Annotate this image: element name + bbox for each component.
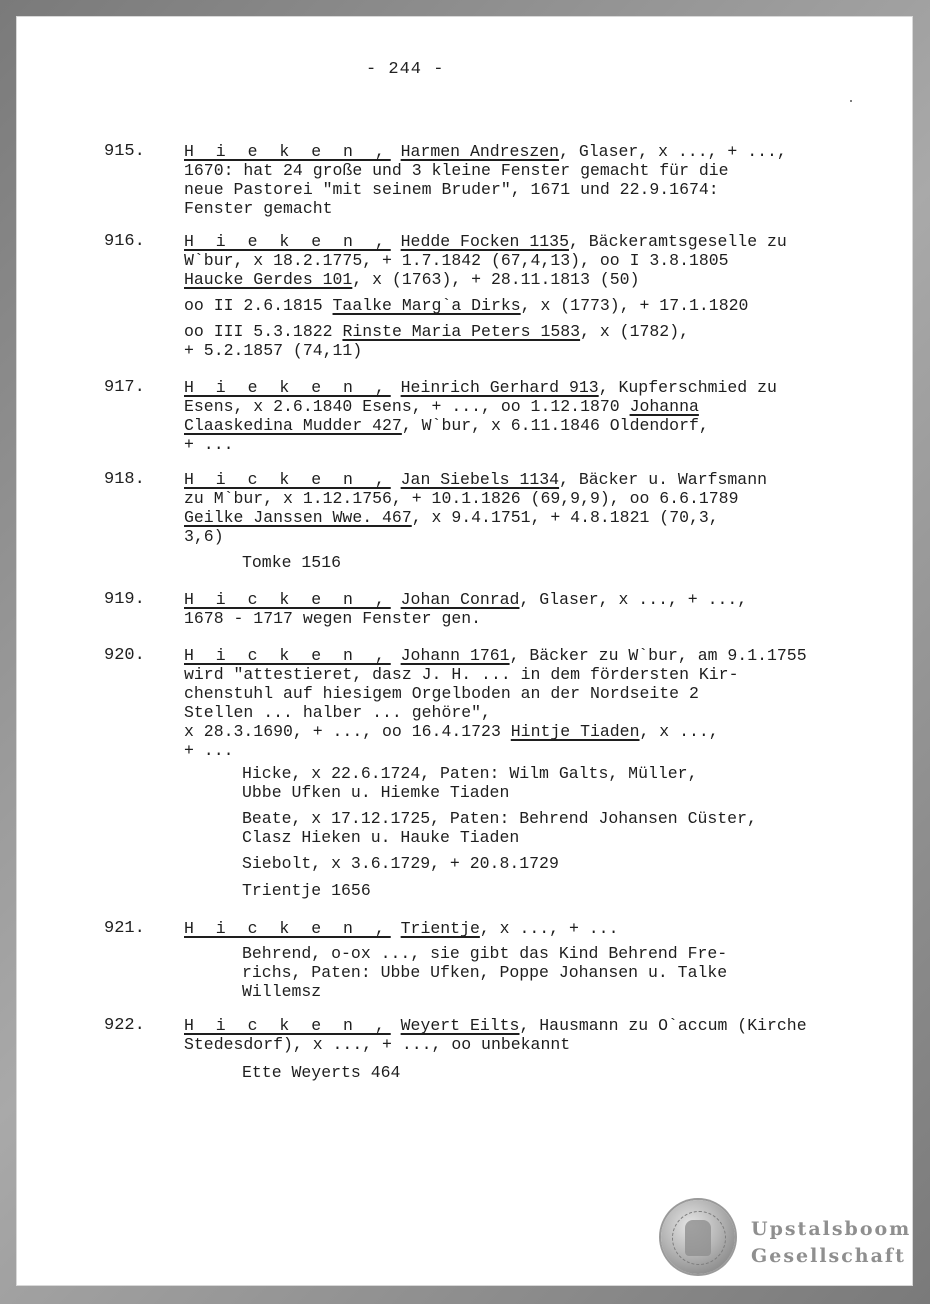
entry-detail: , x ..., [639, 722, 719, 741]
entry-text [184, 646, 844, 760]
entry-surname: H i e k e n , [184, 232, 391, 251]
entry-text [184, 590, 844, 628]
entry-number: 915. [104, 142, 145, 161]
entry-surname: H i e k e n , [184, 142, 391, 161]
entry-detail: , Glaser, x ..., + ..., [559, 142, 787, 161]
entry-detail: , x (1773), + 17.1.1820 [520, 296, 749, 315]
entry-number: 917. [104, 378, 145, 397]
entry-surname: H i c k e n , [184, 470, 391, 489]
entry-line: W`bur, x 18.2.1775, + 1.7.1842 (67,4,13), oo I 3.8.1805 [184, 251, 729, 270]
entry-given-name: Heinrich Gerhard 913 [400, 378, 599, 397]
logo-line-2: Gesellschaft [751, 1245, 906, 1267]
entry-number: 922. [104, 1016, 145, 1035]
entry-surname: H i e k e n , [184, 378, 391, 397]
entry-number: 919. [104, 590, 145, 609]
entry-line: neue Pastorei "mit seinem Bruder", 1671 und 22.9.1674: [184, 180, 719, 199]
spouse-name: Johanna [629, 397, 699, 416]
page-number: - 244 - [366, 60, 445, 79]
marriage-label: oo II 2.6.1815 [184, 296, 333, 315]
entry-surname: H i c k e n , [184, 590, 391, 609]
speck [850, 100, 852, 102]
entry-given-name: Johann 1761 [400, 646, 510, 665]
entry-line: zu M`bur, x 1.12.1756, + 10.1.1826 (69,9,9), oo 6.6.1789 [184, 489, 739, 508]
entry-line: x 28.3.1690, + ..., oo 16.4.1723 [184, 722, 511, 741]
entry-line: chenstuhl auf hiesigem Orgelboden an der Nordseite 2 [184, 684, 699, 703]
entry-given-name: Jan Siebels 1134 [400, 470, 560, 489]
entry-given-name: Johan Conrad [400, 590, 520, 609]
entry-number: 918. [104, 470, 145, 489]
child-entry: Hicke, x 22.6.1724, Paten: Wilm Galts, Müller, Ubbe Ufken u. Hiemke Tiaden [242, 764, 698, 802]
child-entry: Siebolt, x 3.6.1729, + 20.8.1729 [242, 854, 559, 873]
entry-detail: , Glaser, x ..., + ..., [519, 590, 748, 609]
child-entry: Trientje 1656 [242, 881, 371, 900]
spouse-name: Hintje Tiaden [510, 722, 640, 741]
entry-detail: , x 9.4.1751, + 4.8.1821 (70,3, [411, 508, 719, 527]
child-entry: Beate, x 17.12.1725, Paten: Behrend Johansen Cüster, Clasz Hieken u. Hauke Tiaden [242, 809, 757, 847]
logo-line-1: Upstalsboom [751, 1218, 912, 1240]
entry-detail: , x ..., + ... [479, 919, 619, 938]
entry-line: Fenster gemacht [184, 199, 333, 218]
entry-text [184, 919, 844, 938]
entry-surname: H i c k e n , [184, 919, 391, 938]
spouse-name: Claaskedina Mudder 427 [184, 416, 402, 435]
child-entry: Ette Weyerts 464 [242, 1063, 401, 1082]
society-seal-icon [661, 1200, 735, 1274]
entry-surname: H i c k e n , [184, 1016, 391, 1035]
society-logo-text [751, 1216, 911, 1270]
entry-detail: , Kupferschmied zu [598, 378, 777, 397]
entry-line: + ... [184, 741, 234, 760]
entry-line: + 5.2.1857 (74,11) [184, 341, 363, 360]
entry-given-name: Hedde Focken 1135 [400, 232, 569, 251]
entry-line: + ... [184, 435, 234, 454]
entry-line: Stedesdorf), x ..., + ..., oo unbekannt [184, 1035, 571, 1054]
child-entry: Behrend, o-ox ..., sie gibt das Kind Behrend Fre- richs, Paten: Ubbe Ufken, Poppe Johansen u. Talke Willemsz [242, 944, 728, 1001]
entry-line: Esens, x 2.6.1840 Esens, + ..., oo 1.12.1870 [184, 397, 630, 416]
entry-text [184, 142, 844, 218]
entry-line: 3,6) [184, 527, 224, 546]
entry-text [184, 470, 844, 546]
marriage-label: oo III 5.3.1822 [184, 322, 343, 341]
spouse-name: Taalke Marg`a Dirks [332, 296, 521, 315]
child-entry: Tomke 1516 [242, 553, 342, 572]
entry-detail: , Bäckeramtsgeselle zu [568, 232, 787, 251]
spouse-name: Geilke Janssen Wwe. 467 [184, 508, 412, 527]
entry-number: 916. [104, 232, 145, 251]
entry-given-name: Trientje [400, 919, 480, 938]
entry-line: wird "attestieret, dasz J. H. ... in dem fördersten Kir- [184, 665, 739, 684]
entry-given-name: Weyert Eilts [400, 1016, 520, 1035]
entry-detail: , Bäcker zu W`bur, am 9.1.1755 [509, 646, 807, 665]
spouse-name: Haucke Gerdes 101 [184, 270, 353, 289]
entry-text [184, 232, 844, 360]
document-page [16, 16, 913, 1286]
entry-surname: H i c k e n , [184, 646, 391, 665]
entry-detail: , Hausmann zu O`accum (Kirche [519, 1016, 807, 1035]
entry-line: 1678 - 1717 wegen Fenster gen. [184, 609, 482, 628]
entry-given-name: Harmen Andreszen [400, 142, 560, 161]
entry-detail: , W`bur, x 6.11.1846 Oldendorf, [401, 416, 709, 435]
entry-text [184, 1016, 844, 1054]
entry-detail: , x (1763), + 28.11.1813 (50) [352, 270, 640, 289]
entry-line: Stellen ... halber ... gehöre", [184, 703, 491, 722]
entry-number: 921. [104, 919, 145, 938]
entry-detail: , x (1782), [580, 322, 689, 341]
spouse-name: Rinste Maria Peters 1583 [342, 322, 581, 341]
entry-line: 1670: hat 24 große und 3 kleine Fenster gemacht für die [184, 161, 729, 180]
seal-figure [685, 1220, 711, 1256]
entry-text [184, 378, 844, 454]
entry-number: 920. [104, 646, 145, 665]
entry-detail: , Bäcker u. Warfsmann [559, 470, 768, 489]
